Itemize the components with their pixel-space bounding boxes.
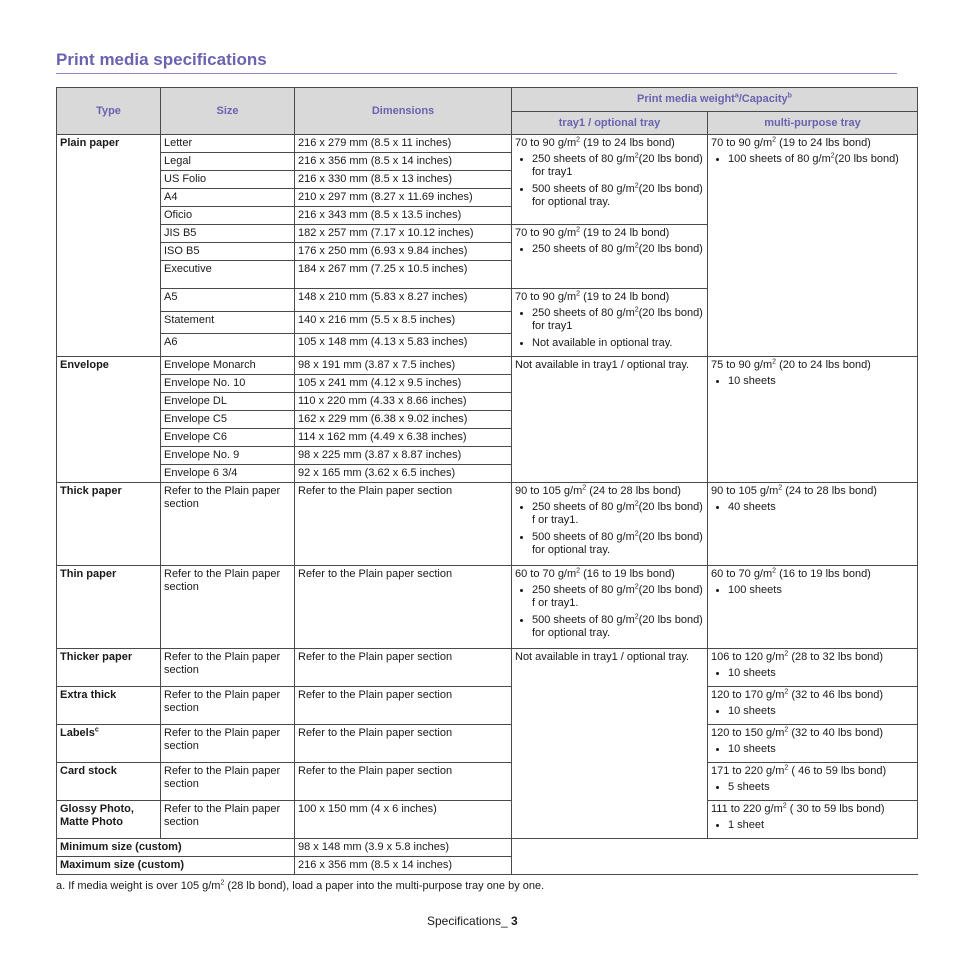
list-item: • 10 sheets bbox=[728, 743, 914, 756]
plain-mp-capacity: 70 to 90 $g/m^2$ (19 to 24 lbs bond) • 100 sheets of 80 $g/m^2(20$ lbs bond) bbox=[708, 135, 918, 357]
size-cell: Refer to the Plain paper section bbox=[161, 566, 295, 649]
list-item: • 250 sheets of 80 $g/m^2(20$ lbs bond) bbox=[532, 243, 704, 256]
size-cell: Refer to the Plain paper section bbox=[161, 725, 295, 763]
list-item: • 250 sheets of 80 $g/m^2(20$ lbs bond) f or tray1. bbox=[532, 501, 704, 527]
thin-tray1-capacity: 60 to 70 $g/m^2$ (16 to 19 lbs bond) • 250 sheets of 80 $g/m^2(20$ lbs bond) f or tray1. • 500 sheets of 80 $g/m^2(20$ lbs bond) for optional tray. bbox=[512, 566, 708, 649]
header-capacity-label: /Capacity bbox=[738, 93, 788, 105]
glossy-mp-capacity: 111 to 220 $g/m^2$ ( 30 to 59 lbs bond) • 1 sheet bbox=[708, 801, 918, 839]
type-thicker-paper: Thicker paper bbox=[57, 649, 161, 687]
plain-tray1-capacity-c: 70 to 90 $g/m^2$ (19 to 24 lb bond) • 250 sheets of 80 $g/m^2(20$ lbs bond) for tray1 • Not available in optional tray. bbox=[512, 289, 708, 357]
dimension-cell: 110 x 220 mm (4.33 x 8.66 inches) bbox=[295, 393, 512, 411]
size-cell: Executive bbox=[161, 261, 295, 289]
size-cell: US Folio bbox=[161, 171, 295, 189]
envelope-mp-capacity: 75 to 90 $g/m^2$ (20 to 24 lbs bond) • 10 sheets bbox=[708, 357, 918, 483]
dimension-cell: 98 x 191 mm (3.87 x 7.5 inches) bbox=[295, 357, 512, 375]
size-cell: JIS B5 bbox=[161, 225, 295, 243]
dimension-cell: 92 x 165 mm (3.62 x 6.5 inches) bbox=[295, 465, 512, 483]
dimension-cell: 210 x 297 mm (8.27 x 11.69 inches) bbox=[295, 189, 512, 207]
dimension-cell: 140 x 216 mm (5.5 x 8.5 inches) bbox=[295, 311, 512, 334]
thin-mp-capacity: 60 to 70 $g/m^2$ (16 to 19 lbs bond) • 100 sheets bbox=[708, 566, 918, 649]
dimension-cell: 216 x 343 mm (8.5 x 13.5 inches) bbox=[295, 207, 512, 225]
size-cell: Envelope No. 9 bbox=[161, 447, 295, 465]
page-title: Print media specifications bbox=[56, 50, 267, 69]
empty-cell bbox=[512, 839, 918, 875]
header-tray1: tray1 / optional tray bbox=[512, 112, 708, 135]
header-size: Size bbox=[161, 88, 295, 135]
size-cell: Envelope C6 bbox=[161, 429, 295, 447]
list-item: • 500 sheets of 80 $g/m^2(20$ lbs bond) for optional tray. bbox=[532, 183, 704, 209]
dimension-cell: 98 x 225 mm (3.87 x 8.87 inches) bbox=[295, 447, 512, 465]
size-cell: ISO B5 bbox=[161, 243, 295, 261]
heavy-tray1-capacity: Not available in tray1 / optional tray. bbox=[512, 649, 708, 839]
footnote-a: a. If media weight is over 105 $g/m^2$ (28 lb bond), load a paper into the multi-purpose tray one by one. bbox=[56, 879, 545, 892]
type-labels: Labels$^c$ bbox=[57, 725, 161, 763]
dimension-cell: 105 x 241 mm (4.12 x 9.5 inches) bbox=[295, 375, 512, 393]
min-size-label: Minimum size (custom) bbox=[57, 839, 295, 857]
plain-tray1-capacity-b: 70 to 90 $g/m^2$ (19 to 24 lb bond) • 250 sheets of 80 $g/m^2(20$ lbs bond) bbox=[512, 225, 708, 289]
dimension-cell: Refer to the Plain paper section bbox=[295, 687, 512, 725]
size-cell: Refer to the Plain paper section bbox=[161, 687, 295, 725]
type-glossy-photo: Glossy Photo, Matte Photo bbox=[57, 801, 161, 839]
list-item: • 250 sheets of 80 $g/m^2(20$ lbs bond) for tray1 bbox=[532, 153, 704, 179]
list-item: • 100 sheets of 80 $g/m^2(20$ lbs bond) bbox=[728, 153, 914, 166]
dimension-cell: 148 x 210 mm (5.83 x 8.27 inches) bbox=[295, 289, 512, 312]
list-item: • 10 sheets bbox=[728, 705, 914, 718]
dimension-cell: 176 x 250 mm (6.93 x 9.84 inches) bbox=[295, 243, 512, 261]
title-rule bbox=[56, 73, 897, 74]
dimension-cell: Refer to the Plain paper section bbox=[295, 566, 512, 649]
size-cell: Envelope C5 bbox=[161, 411, 295, 429]
thick-mp-capacity: 90 to 105 $g/m^2$ (24 to 28 lbs bond) • 40 sheets bbox=[708, 483, 918, 566]
list-item: • 250 sheets of 80 $g/m^2(20$ lbs bond) f or tray1. bbox=[532, 584, 704, 610]
header-type: Type bbox=[57, 88, 161, 135]
page-footer bbox=[427, 914, 518, 928]
dimension-cell: Refer to the Plain paper section bbox=[295, 649, 512, 687]
size-cell: Letter bbox=[161, 135, 295, 153]
size-cell: Envelope No. 10 bbox=[161, 375, 295, 393]
thick-tray1-capacity: 90 to 105 $g/m^2$ (24 to 28 lbs bond) • 250 sheets of 80 $g/m^2(20$ lbs bond) f or tray1. • 500 sheets of 80 $g/m^2(20$ lbs bond) for optional tray. bbox=[512, 483, 708, 566]
dimension-cell: 114 x 162 mm (4.49 x 6.38 inches) bbox=[295, 429, 512, 447]
dimension-cell: 182 x 257 mm (7.17 x 10.12 inches) bbox=[295, 225, 512, 243]
dimension-cell: 216 x 279 mm (8.5 x 11 inches) bbox=[295, 135, 512, 153]
footer-label: Specifications_ bbox=[427, 914, 512, 928]
size-cell: Envelope 6 3/4 bbox=[161, 465, 295, 483]
dimension-cell: 105 x 148 mm (4.13 x 5.83 inches) bbox=[295, 334, 512, 357]
thicker-mp-capacity: 106 to 120 $g/m^2$ (28 to 32 lbs bond) • 10 sheets bbox=[708, 649, 918, 687]
dimension-cell: 216 x 356 mm (8.5 x 14 inches) bbox=[295, 153, 512, 171]
list-item: • 1 sheet bbox=[728, 819, 914, 832]
header-weight-label: Print media weight bbox=[637, 93, 735, 105]
dimension-cell: Refer to the Plain paper section bbox=[295, 483, 512, 566]
size-cell: Refer to the Plain paper section bbox=[161, 649, 295, 687]
list-item: • 500 sheets of 80 $g/m^2(20$ lbs bond) for optional tray. bbox=[532, 614, 704, 640]
footnote-ref-b: b bbox=[787, 92, 792, 100]
size-cell: Oficio bbox=[161, 207, 295, 225]
size-cell: Legal bbox=[161, 153, 295, 171]
size-cell: Statement bbox=[161, 311, 295, 334]
footnote-ref-c: c bbox=[94, 726, 99, 734]
dimension-cell: Refer to the Plain paper section bbox=[295, 763, 512, 801]
dimension-cell: Refer to the Plain paper section bbox=[295, 725, 512, 763]
page-number: 3 bbox=[511, 914, 518, 928]
list-item: • 500 sheets of 80 $g/m^2(20$ lbs bond) for optional tray. bbox=[532, 531, 704, 557]
dimension-cell: 216 x 356 mm (8.5 x 14 inches) bbox=[295, 857, 512, 875]
header-weight-capacity bbox=[512, 88, 918, 112]
type-thin-paper: Thin paper bbox=[57, 566, 161, 649]
list-item: • 40 sheets bbox=[728, 501, 914, 514]
list-item: • 100 sheets bbox=[728, 584, 914, 597]
dimension-cell: 216 x 330 mm (8.5 x 13 inches) bbox=[295, 171, 512, 189]
size-cell: A4 bbox=[161, 189, 295, 207]
size-cell: Envelope Monarch bbox=[161, 357, 295, 375]
list-item: • Not available in optional tray. bbox=[532, 337, 704, 350]
type-extra-thick: Extra thick bbox=[57, 687, 161, 725]
size-cell: Envelope DL bbox=[161, 393, 295, 411]
max-size-label: Maximum size (custom) bbox=[57, 857, 295, 875]
type-thick-paper: Thick paper bbox=[57, 483, 161, 566]
footnote-ref-a: a bbox=[734, 92, 739, 100]
plain-tray1-capacity-a: 70 to 90 $g/m^2$ (19 to 24 lbs bond) • 250 sheets of 80 $g/m^2(20$ lbs bond) for tray1 • 500 sheets of 80 $g/m^2(20$ lbs bond) for optional tray. bbox=[512, 135, 708, 225]
type-card-stock: Card stock bbox=[57, 763, 161, 801]
size-cell: Refer to the Plain paper section bbox=[161, 801, 295, 839]
list-item: • 10 sheets bbox=[728, 667, 914, 680]
header-dimensions: Dimensions bbox=[295, 88, 512, 135]
type-plain-paper: Plain paper bbox=[57, 135, 161, 357]
dimension-cell: 100 x 150 mm (4 x 6 inches) bbox=[295, 801, 512, 839]
dimension-cell: 162 x 229 mm (6.38 x 9.02 inches) bbox=[295, 411, 512, 429]
size-cell: Refer to the Plain paper section bbox=[161, 483, 295, 566]
dimension-cell: 98 x 148 mm (3.9 x 5.8 inches) bbox=[295, 839, 512, 857]
type-envelope: Envelope bbox=[57, 357, 161, 483]
header-mp-tray: multi-purpose tray bbox=[708, 112, 918, 135]
list-item: • 5 sheets bbox=[728, 781, 914, 794]
labels-mp-capacity: 120 to 150 $g/m^2$ (32 to 40 lbs bond) • 10 sheets bbox=[708, 725, 918, 763]
size-cell: A5 bbox=[161, 289, 295, 312]
size-cell: A6 bbox=[161, 334, 295, 357]
envelope-tray1-capacity: Not available in tray1 / optional tray. bbox=[512, 357, 708, 483]
dimension-cell: 184 x 267 mm (7.25 x 10.5 inches) bbox=[295, 261, 512, 289]
extra-mp-capacity: 120 to 170 $g/m^2$ (32 to 46 lbs bond) • 10 sheets bbox=[708, 687, 918, 725]
card-mp-capacity: 171 to 220 $g/m^2$ ( 46 to 59 lbs bond) • 5 sheets bbox=[708, 763, 918, 801]
list-item: • 250 sheets of 80 $g/m^2(20$ lbs bond) for tray1 bbox=[532, 307, 704, 333]
size-cell: Refer to the Plain paper section bbox=[161, 763, 295, 801]
list-item: • 10 sheets bbox=[728, 375, 914, 388]
media-spec-table bbox=[56, 87, 918, 875]
